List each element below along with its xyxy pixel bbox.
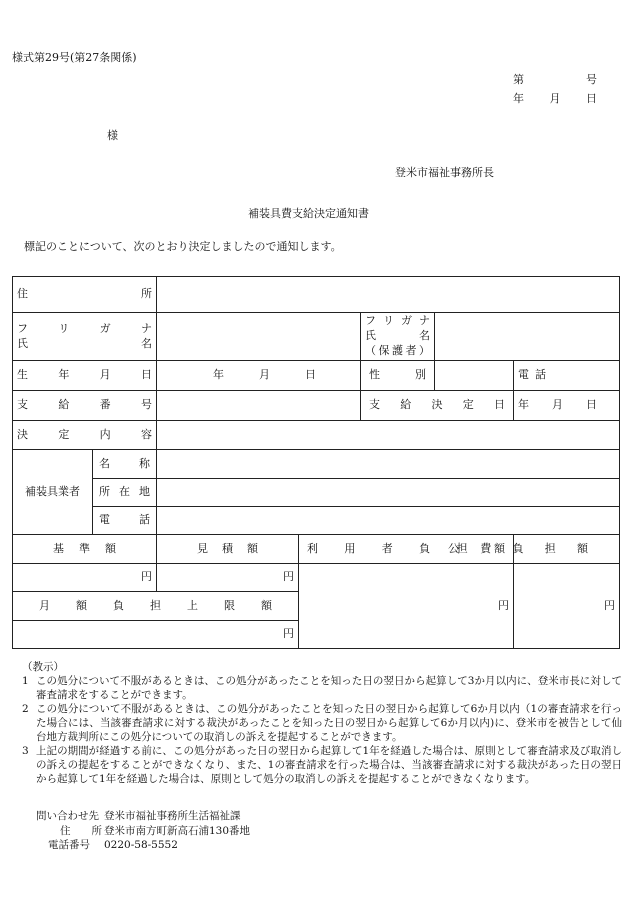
issue-date xyxy=(513,93,597,104)
row-address xyxy=(13,277,620,313)
name-label: 氏 名 xyxy=(17,336,152,350)
row-name xyxy=(13,313,620,361)
birth-label-cell xyxy=(13,361,157,391)
estimate-header xyxy=(157,535,299,564)
vendor-address-label: 所 在 地 xyxy=(99,485,150,499)
contact-inquiry-row xyxy=(36,809,250,824)
standard-amount-header xyxy=(13,535,157,564)
row-birth xyxy=(13,361,620,391)
contact-address-label: 住 所 xyxy=(60,824,102,837)
decision-content-label: 決 定 内 容 xyxy=(17,427,152,441)
doc-number-suffix: 号 xyxy=(586,73,597,86)
address-value-cell[interactable] xyxy=(157,277,620,313)
vendor-name-label: 名 称 xyxy=(99,456,150,470)
address-label: 住 所 xyxy=(17,287,152,301)
row-vendor-phone xyxy=(13,507,620,535)
user-burden-label: 利 用 者 負 担 額 xyxy=(307,541,505,555)
row-vendor-address xyxy=(13,479,620,507)
decision-value-cell[interactable] xyxy=(157,421,620,450)
payment-number-value-cell[interactable] xyxy=(157,391,361,421)
document-title: 補装具費支給決定通知書 xyxy=(248,207,369,220)
payment-number-label-cell xyxy=(13,391,157,421)
phone-label: 電 話 xyxy=(518,368,546,382)
vendor-phone-value-cell[interactable] xyxy=(157,507,620,535)
vendor-address-value-cell[interactable] xyxy=(157,479,620,507)
birth-day-unit: 日 xyxy=(305,368,316,382)
address-label-cell xyxy=(13,277,157,313)
contact-phone-row xyxy=(36,838,250,853)
name-value-cell[interactable] xyxy=(157,313,361,361)
contact-block xyxy=(36,809,250,853)
gender-value-cell[interactable] xyxy=(435,361,514,391)
phone-cell[interactable] xyxy=(514,361,620,391)
vendor-address-label-cell xyxy=(93,479,157,507)
note-item xyxy=(22,744,622,786)
yen-unit: 円 xyxy=(141,570,152,584)
note-text: 上記の期間が経過する前に、この処分があった日の翌日から起算して1年を経過した場合は、原則として審査請求及び取消しの訴えの提起をすることができなくなり、また、1の審査請求を行った場合は、当該審査請求に対する裁決があった日の翌日から起算して1年を経過した場合は、原則として処分の取消しの訴えを提起することができなくなります。 xyxy=(36,745,622,785)
row-payment xyxy=(13,391,620,421)
row-amount-headers xyxy=(13,535,620,564)
guardian-name-label: 氏 名 xyxy=(365,329,430,343)
issue-date-month: 月 xyxy=(549,92,561,105)
gender-label-cell xyxy=(361,361,435,391)
note-number: 1 xyxy=(22,675,29,687)
guardian-furigana-label: フ リ ガ ナ xyxy=(365,314,430,328)
guardian-value-cell[interactable] xyxy=(435,313,620,361)
birth-date-label: 生 年 月 日 xyxy=(17,368,152,382)
doc-number-prefix: 第 xyxy=(513,73,524,86)
addressee-suffix: 様 xyxy=(107,129,118,142)
form-number: 様式第29号(第27条関係) xyxy=(12,51,137,64)
name-furigana-label: フ リ ガ ナ xyxy=(17,321,152,335)
payment-date-value-cell[interactable] xyxy=(514,391,620,421)
payment-date-label: 支 給 決 定 日 xyxy=(369,398,505,412)
guardian-label-cell xyxy=(361,313,435,361)
vendor-label-cell xyxy=(13,450,93,535)
document-number xyxy=(513,74,597,85)
contact-address-row xyxy=(36,824,250,839)
name-label-cell xyxy=(13,313,157,361)
note-text: この処分について不服があるときは、この処分があったことを知った日の翌日から起算して3か月以内に、登米市長に対して審査請求をすることができます。 xyxy=(36,675,622,701)
note-number: 3 xyxy=(22,745,29,757)
issue-date-day: 日 xyxy=(586,92,597,105)
payment-date-label-cell xyxy=(361,391,514,421)
payment-month-unit: 月 xyxy=(552,398,564,412)
vendor-phone-label: 電 話 xyxy=(99,513,150,527)
monthly-limit-value[interactable] xyxy=(13,621,299,649)
birth-year-unit: 年 xyxy=(213,368,224,382)
standard-amount-value[interactable] xyxy=(13,564,157,592)
contact-phone-label: 電話番号 xyxy=(48,839,90,851)
birth-month-unit: 月 xyxy=(259,368,270,382)
estimate-label: 見 積 額 xyxy=(197,541,258,555)
public-burden-label: 公 費 負 担 額 xyxy=(448,541,588,555)
yen-unit: 円 xyxy=(283,627,294,641)
yen-unit: 円 xyxy=(498,598,509,612)
contact-phone-value: 0220-58-5552 xyxy=(104,839,178,851)
notes-heading: （教示） xyxy=(22,661,64,673)
row-amount-values xyxy=(13,564,620,592)
guardian-label: （ 保 護 者 ） xyxy=(365,343,430,357)
payment-year-unit: 年 xyxy=(518,398,529,412)
intro-text: 標記のことについて、次のとおり決定しましたので通知します。 xyxy=(24,240,342,253)
vendor-name-label-cell xyxy=(93,450,157,479)
user-burden-value[interactable] xyxy=(299,564,514,649)
public-burden-value[interactable] xyxy=(514,564,620,649)
row-vendor-name xyxy=(13,450,620,479)
issuer: 登米市福祉事務所長 xyxy=(395,166,494,179)
inquiry-value: 登米市福祉事務所生活福祉課 xyxy=(104,810,241,822)
yen-unit: 円 xyxy=(283,570,294,584)
monthly-limit-label: 月 額 負 担 上 限 額 xyxy=(39,598,272,612)
note-item xyxy=(22,702,622,744)
payment-day-unit: 日 xyxy=(586,398,598,412)
note-number: 2 xyxy=(22,703,29,715)
yen-unit: 円 xyxy=(604,598,616,612)
decision-form-table xyxy=(12,276,620,649)
row-decision xyxy=(13,421,620,450)
estimate-value[interactable] xyxy=(157,564,299,592)
inquiry-label: 問い合わせ先 xyxy=(36,810,99,822)
notes-section xyxy=(22,660,622,786)
birth-date-value-cell[interactable] xyxy=(157,361,361,391)
standard-amount-label: 基 準 額 xyxy=(53,541,116,555)
note-text: この処分について不服があるときは、この処分があったことを知った日の翌日から起算して6か月以内（1の審査請求を行った場合には、当該審査請求に対する裁決があったことを知った日の翌日から起算して6か月以内)に、登米市を被告として仙台地方裁判所にこの処分についての取消しの訴えを提起することができます。 xyxy=(36,703,622,743)
note-item xyxy=(22,674,622,702)
vendor-label: 補装具業者 xyxy=(25,484,80,498)
public-burden-header xyxy=(448,535,620,564)
vendor-name-value-cell[interactable] xyxy=(157,450,620,479)
birth-date-value xyxy=(213,368,316,383)
monthly-limit-label-cell xyxy=(13,592,299,621)
vendor-phone-label-cell xyxy=(93,507,157,535)
contact-address-value: 登米市南方町新高石浦130番地 xyxy=(104,824,251,837)
decision-label-cell xyxy=(13,421,157,450)
payment-date-value xyxy=(518,398,597,413)
payment-number-label: 支 給 番 号 xyxy=(17,398,152,412)
gender-label: 性 別 xyxy=(369,368,426,382)
issue-date-year: 年 xyxy=(513,92,524,105)
